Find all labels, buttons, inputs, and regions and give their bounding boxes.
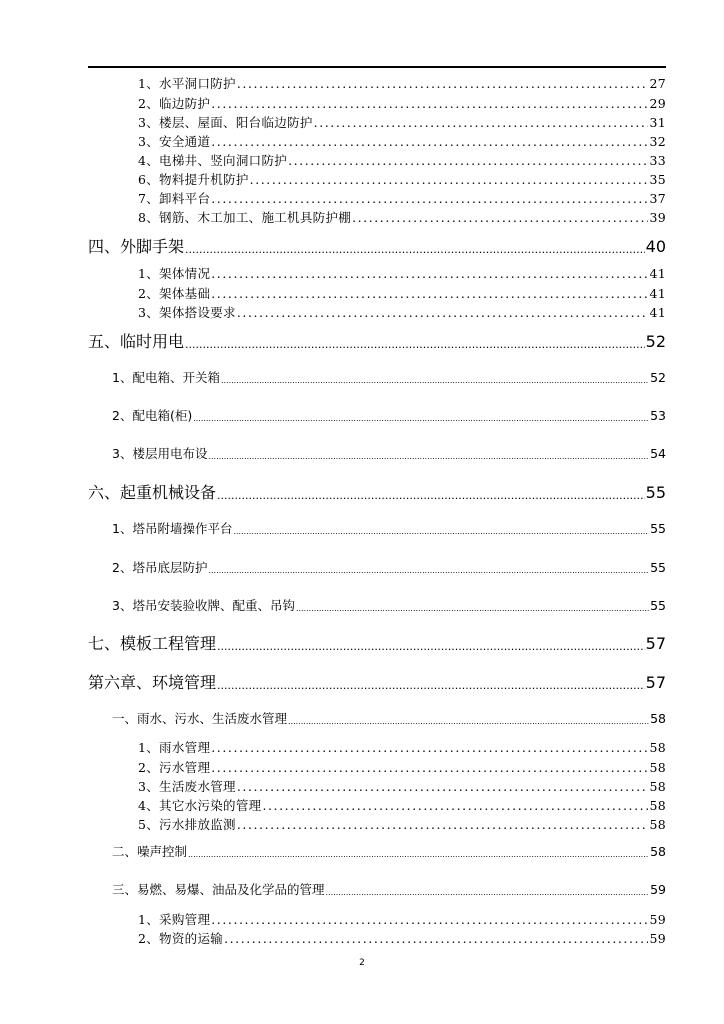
toc-entry[interactable] — [138, 133, 666, 150]
toc-page-number: 53 — [650, 408, 666, 423]
toc-entry[interactable] — [138, 911, 666, 928]
toc-subheading-entry[interactable] — [112, 407, 666, 425]
toc-entry[interactable] — [138, 265, 666, 282]
toc-page-number: 27 — [649, 76, 666, 91]
dot-leader — [193, 413, 649, 425]
toc-heading-entry[interactable] — [88, 672, 666, 694]
dot-leader — [211, 739, 648, 756]
dot-leader — [185, 242, 645, 258]
toc-entry-label: 二、噪声控制 — [112, 844, 188, 859]
dot-leader — [352, 209, 648, 226]
toc-heading-entry[interactable] — [88, 482, 666, 504]
toc-entry-label: 3、生活废水管理 — [138, 779, 236, 794]
toc-entry[interactable] — [138, 171, 666, 188]
toc-page-number: 54 — [650, 446, 666, 461]
toc-subheading-entry[interactable] — [112, 559, 666, 577]
toc-entry[interactable] — [138, 797, 666, 814]
toc-page-number: 58 — [649, 798, 666, 813]
toc-entry[interactable] — [138, 75, 666, 92]
dot-leader — [233, 526, 649, 538]
toc-page-number: 59 — [649, 931, 666, 946]
toc-entry[interactable] — [138, 739, 666, 756]
toc-page-number: 57 — [645, 673, 666, 692]
dot-leader — [237, 778, 649, 795]
toc-entry-label: 七、模板工程管理 — [88, 634, 217, 653]
dot-leader — [211, 265, 648, 282]
toc-page-number: 41 — [649, 305, 666, 320]
toc-entry-label: 1、雨水管理 — [138, 740, 211, 755]
toc-entry[interactable] — [138, 285, 666, 302]
dot-leader — [288, 716, 649, 728]
dot-leader — [296, 603, 649, 615]
dot-leader — [217, 678, 645, 694]
dot-leader — [211, 133, 648, 150]
toc-subheading-entry[interactable] — [112, 843, 666, 861]
dot-leader — [314, 114, 649, 131]
toc-entry-label: 8、钢筋、木工加工、施工机具防护棚 — [138, 210, 352, 225]
toc-page-number: 55 — [645, 483, 666, 502]
toc-entry[interactable] — [138, 816, 666, 833]
dot-leader — [185, 337, 645, 353]
dot-leader — [188, 849, 649, 861]
toc-page-number: 58 — [650, 844, 666, 859]
toc-entry-label: 2、污水管理 — [138, 760, 211, 775]
toc-page-number: 52 — [645, 332, 666, 351]
toc-entry-label: 一、雨水、污水、生活废水管理 — [112, 711, 288, 726]
toc-page-number: 58 — [649, 817, 666, 832]
toc-entry[interactable] — [138, 95, 666, 112]
toc-page-number: 40 — [645, 237, 666, 256]
toc-entry-label: 3、安全通道 — [138, 134, 211, 149]
toc-page-number: 58 — [650, 711, 666, 726]
dot-leader — [211, 95, 648, 112]
toc-entry[interactable] — [138, 209, 666, 226]
toc-entry-label: 3、楼层、屋面、阳台临边防护 — [138, 115, 313, 130]
toc-entry[interactable] — [138, 304, 666, 321]
toc-entry-label: 1、采购管理 — [138, 912, 211, 927]
dot-leader — [217, 488, 645, 504]
dot-leader — [237, 816, 649, 833]
toc-entry-label: 2、配电箱(柜) — [112, 408, 193, 423]
toc-entry-label: 3、楼层用电布设 — [112, 446, 208, 461]
toc-page-number: 41 — [649, 286, 666, 301]
toc-page-number: 35 — [649, 172, 666, 187]
toc-page-number: 33 — [649, 153, 666, 168]
dot-leader — [262, 797, 648, 814]
toc-entry-label: 六、起重机械设备 — [88, 483, 217, 502]
toc-entry[interactable] — [138, 114, 666, 131]
dot-leader — [211, 911, 648, 928]
toc-entry-label: 1、塔吊附墙操作平台 — [112, 521, 233, 536]
toc-subheading-entry[interactable] — [112, 369, 666, 387]
toc-page-number: 37 — [649, 191, 666, 206]
toc-entry-label: 四、外脚手架 — [88, 237, 185, 256]
toc-entry-label: 1、配电箱、开关箱 — [112, 370, 220, 385]
toc-heading-entry[interactable] — [88, 236, 666, 258]
dot-leader — [288, 152, 648, 169]
toc-page-number: 58 — [649, 740, 666, 755]
toc-subheading-entry[interactable] — [112, 881, 666, 899]
toc-entry-label: 五、临时用电 — [88, 332, 185, 351]
toc-page-number: 31 — [649, 115, 666, 130]
toc-subheading-entry[interactable] — [112, 520, 666, 538]
toc-page-number: 59 — [650, 882, 666, 897]
toc-entry-label: 3、塔吊安装验收牌、配重、吊钩 — [112, 598, 295, 613]
toc-subheading-entry[interactable] — [112, 597, 666, 615]
dot-leader — [211, 190, 648, 207]
toc-entry-label: 4、电梯井、竖向洞口防护 — [138, 153, 288, 168]
dot-leader — [208, 451, 649, 463]
dot-leader — [221, 375, 649, 387]
toc-entry-label: 1、水平洞口防护 — [138, 76, 236, 91]
dot-leader — [208, 565, 649, 577]
toc-page-number: 41 — [649, 266, 666, 281]
toc-page-number: 58 — [649, 779, 666, 794]
toc-entry[interactable] — [138, 759, 666, 776]
toc-page-number: 52 — [650, 370, 666, 385]
dot-leader — [217, 639, 645, 655]
dot-leader — [237, 75, 649, 92]
toc-entry-label: 5、污水排放监测 — [138, 817, 236, 832]
toc-page-number: 29 — [649, 96, 666, 111]
toc-page-number: 57 — [645, 634, 666, 653]
toc-page-number: 32 — [649, 134, 666, 149]
dot-leader — [326, 887, 650, 899]
toc-entry-label: 第六章、环境管理 — [88, 673, 217, 692]
toc-page-number: 55 — [650, 598, 666, 613]
toc-entry-label: 6、物料提升机防护 — [138, 172, 249, 187]
toc-entry[interactable] — [138, 930, 666, 947]
dot-leader — [237, 304, 649, 321]
toc-entry[interactable] — [138, 152, 666, 169]
toc-page-number: 39 — [649, 210, 666, 225]
toc-entry-label: 4、其它水污染的管理 — [138, 798, 262, 813]
toc-subheading-entry[interactable] — [112, 710, 666, 728]
dot-leader — [250, 171, 649, 188]
page-number-footer: 2 — [359, 958, 365, 968]
toc-entry[interactable] — [138, 190, 666, 207]
dot-leader — [224, 930, 648, 947]
toc-entry-label: 2、架体基础 — [138, 286, 211, 301]
toc-heading-entry[interactable] — [88, 633, 666, 655]
toc-entry-label: 2、塔吊底层防护 — [112, 560, 208, 575]
toc-page-number: 55 — [650, 521, 666, 536]
toc-entry-label: 2、临边防护 — [138, 96, 211, 111]
toc-subheading-entry[interactable] — [112, 445, 666, 463]
dot-leader — [211, 759, 648, 776]
toc-entry[interactable] — [138, 778, 666, 795]
toc-page-number: 59 — [649, 912, 666, 927]
toc-entry-label: 2、物资的运输 — [138, 931, 224, 946]
dot-leader — [211, 285, 648, 302]
toc-entry-label: 1、架体情况 — [138, 266, 211, 281]
toc-entry-label: 7、卸料平台 — [138, 191, 211, 206]
toc-entry-label: 三、易燃、易爆、油品及化学品的管理 — [112, 882, 325, 897]
toc-page-number: 58 — [649, 760, 666, 775]
header-rule — [88, 66, 666, 68]
toc-heading-entry[interactable] — [88, 331, 666, 353]
toc-entry-label: 3、架体搭设要求 — [138, 305, 236, 320]
toc-page-number: 55 — [650, 560, 666, 575]
